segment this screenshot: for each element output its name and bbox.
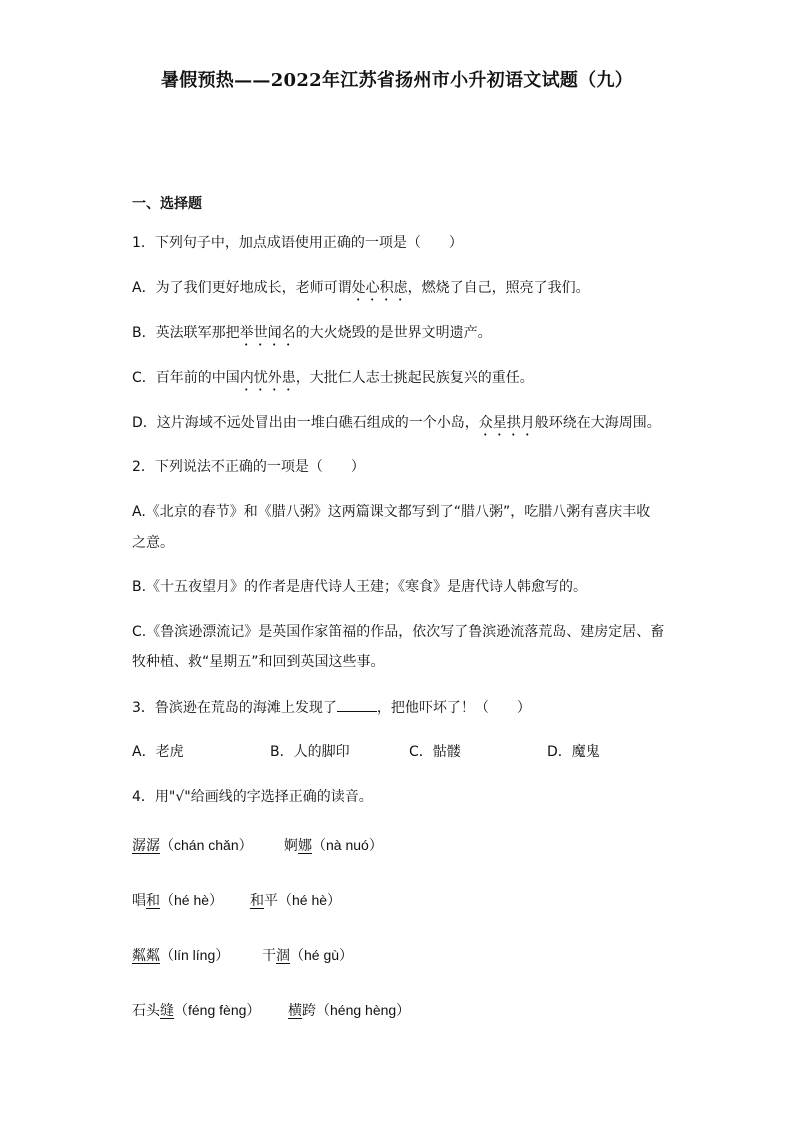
- pinyin-choices: （hé hè）: [160, 892, 224, 908]
- section-heading-choice: 一、选择题: [132, 196, 202, 212]
- option-text: A．为了我们更好地成长，老师可谓: [132, 280, 352, 296]
- question-1-option-c: [132, 368, 672, 394]
- underlined-char: 娜: [298, 838, 312, 854]
- pinyin-item: [288, 1000, 410, 1021]
- option-text: D．这片海域不远处冒出由一堆白礁石组成的一个小岛，: [132, 415, 479, 431]
- question-3-option-c: C．骷髅: [409, 744, 461, 760]
- question-2-option-b: B.《十五夜望月》的作者是唐代诗人王建；《寒食》是唐代诗人韩愈写的。: [132, 579, 588, 595]
- dotted-idiom: 内忧外患: [239, 370, 296, 386]
- option-text: ，大批仁人志士挑起民族复兴的重任。: [295, 370, 534, 386]
- pinyin-choices: （hé hè）: [278, 892, 342, 908]
- stem-text: 3．鲁滨逊在荒岛的海滩上发现了: [132, 700, 337, 716]
- question-3-option-d: D．魔鬼: [547, 744, 600, 760]
- underlined-char: 粼: [132, 948, 146, 964]
- pinyin-item: [132, 1000, 260, 1021]
- pinyin-choices: （nà nuó）: [312, 837, 383, 853]
- question-2-option-c-line1: C.《鲁滨逊漂流记》是英国作家笛福的作品，依次写了鲁滨逊流落荒岛、建房定居、畜: [132, 624, 665, 640]
- dotted-idiom: 众星拱月: [478, 415, 535, 431]
- question-3-option-a: A．老虎: [132, 744, 184, 760]
- dotted-idiom: 处心积虑: [351, 280, 408, 296]
- underlined-char: 潺: [132, 838, 146, 854]
- pinyin-choices: （chán chǎn）: [160, 837, 253, 853]
- stem-text: ，把他吓坏了！（ ）: [376, 700, 531, 716]
- question-2-stem: 2．下列说法不正确的一项是（ ）: [132, 459, 365, 475]
- question-1-stem: 1．下列句子中，加点成语使用正确的一项是（ ）: [132, 235, 463, 251]
- question-3-option-b: B．人的脚印: [270, 744, 350, 760]
- pinyin-item: [132, 945, 229, 966]
- pinyin-item: [250, 890, 341, 911]
- question-4-stem: 4．用"√"给画线的字选择正确的读音。: [132, 789, 373, 805]
- dotted-idiom: 举世闻名: [239, 325, 296, 341]
- word-char: 婀: [284, 838, 298, 854]
- pinyin-choices: （hé gù）: [290, 947, 354, 963]
- word-char: 平: [264, 893, 278, 909]
- pinyin-item: [262, 945, 353, 966]
- question-2-option-c-line2: 牧种植、救“星期五”和回到英国这些事。: [132, 654, 385, 670]
- question-3-stem: [132, 697, 672, 718]
- word-char: 石头: [132, 1003, 160, 1019]
- question-1-option-b: [132, 323, 672, 349]
- document-title: 暑假预热——2022年江苏省扬州市小升初语文试题（九）: [160, 70, 634, 91]
- word-char: 唱: [132, 893, 146, 909]
- question-2-option-a-line2: 之意。: [132, 535, 174, 551]
- underlined-char: 潺: [146, 838, 160, 854]
- underlined-char: 和: [146, 893, 160, 909]
- pinyin-item: [284, 835, 383, 856]
- question-1-option-a: [132, 278, 672, 304]
- underlined-char: 涸: [276, 948, 290, 964]
- option-text: 般环绕在大海周围。: [534, 415, 661, 431]
- underlined-char: 粼: [146, 948, 160, 964]
- underlined-char: 和: [250, 893, 264, 909]
- option-text: B．英法联军那把: [132, 325, 240, 341]
- question-1-option-d: [132, 413, 672, 439]
- word-char: 跨: [302, 1003, 316, 1019]
- option-text: ，燃烧了自己，照亮了我们。: [407, 280, 590, 296]
- option-text: 的大火烧毁的是世界文明遗产。: [295, 325, 492, 341]
- answer-blank[interactable]: [337, 697, 377, 712]
- underlined-char: 缝: [160, 1003, 174, 1019]
- question-2-option-a-line1: A.《北京的春节》和《腊八粥》这两篇课文都写到了“腊八粥”，吃腊八粥有喜庆丰收: [132, 504, 651, 520]
- pinyin-choices: （héng hèng）: [316, 1002, 411, 1018]
- underlined-char: 横: [288, 1003, 302, 1019]
- pinyin-choices: （lín líng）: [160, 947, 230, 963]
- option-text: C．百年前的中国: [132, 370, 240, 386]
- pinyin-choices: （féng fèng）: [174, 1002, 261, 1018]
- pinyin-item: [132, 890, 223, 911]
- word-char: 干: [262, 948, 276, 964]
- pinyin-item: [132, 835, 253, 856]
